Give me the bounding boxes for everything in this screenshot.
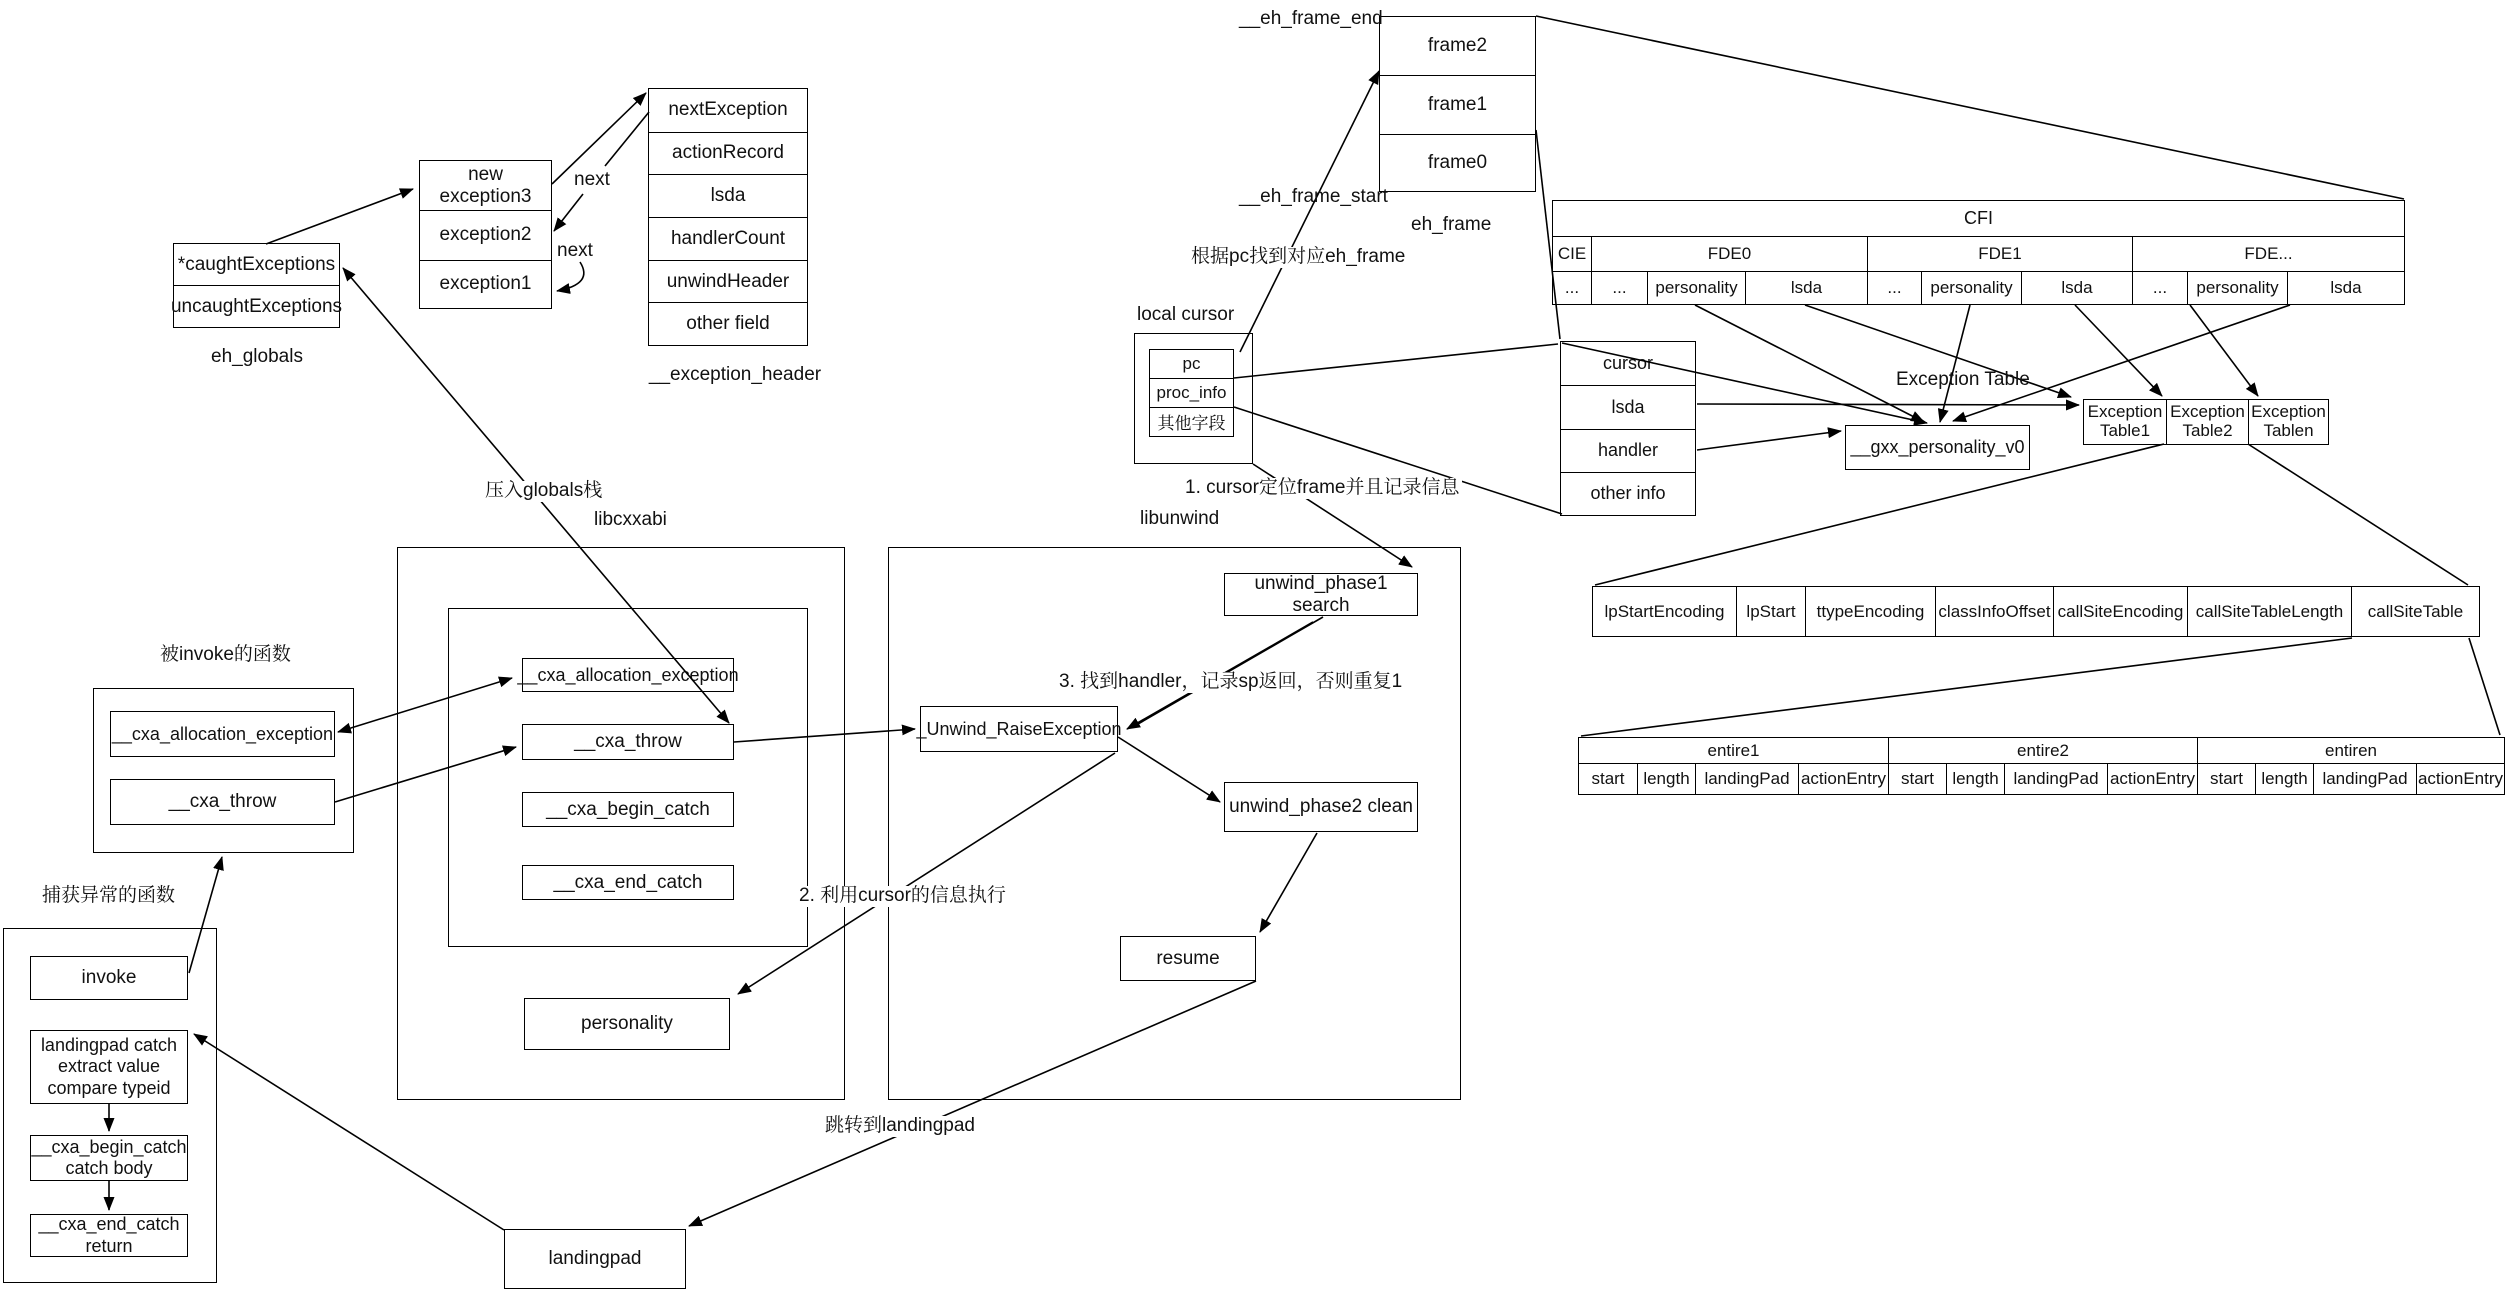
eh-frame-stack-box: [1379, 16, 1536, 192]
exception3-row: new exception3: [439, 163, 532, 207]
step3-annotation: 3. 找到handler，记录sp返回，否则重复1: [1056, 672, 1405, 693]
fde0-cell: FDE0: [1591, 237, 1867, 270]
landingpad-box: [504, 1229, 686, 1289]
libcxxabi-cxa-allocation-exception: [517, 658, 739, 692]
find-frame-annotation: 根据pc找到对应eh_frame: [1188, 247, 1408, 268]
push-globals-annotation: 压入globals栈: [482, 481, 605, 502]
unwind-raise-exception-label: _Unwind_RaiseException: [916, 718, 1122, 739]
pc-row: pc: [1182, 354, 1201, 374]
fde0-lsda-cell: lsda: [1745, 272, 1867, 304]
landingpad-catch-line1: landingpad catch: [40, 1035, 178, 1056]
entire1-actionentry-cell: actionEntry: [1798, 764, 1888, 794]
entiren-actionentry-cell: actionEntry: [2416, 764, 2504, 794]
eh-frame-label: eh_frame: [1411, 214, 1492, 235]
exception-table-label: Exception Table: [1896, 369, 2030, 390]
lpstart-encoding-cell: lpStartEncoding: [1604, 601, 1725, 621]
invoked-cxa-allocation-label: __cxa_allocation_exception: [111, 723, 334, 744]
next-exception-row: nextException: [668, 99, 788, 121]
unwind-phase1-box: [1224, 573, 1418, 616]
callsite-entries-table: [1578, 737, 2505, 795]
libunwind-label: libunwind: [1140, 508, 1220, 529]
callsite-encoding-cell: callSiteEncoding: [2053, 587, 2187, 636]
invoked-cxa-throw-label: __cxa_throw: [168, 791, 277, 812]
libcxxabi-cxa-throw-label: __cxa_throw: [574, 731, 682, 752]
unwind-raise-exception-box: [916, 706, 1122, 752]
step2-annotation: 2. 利用cursor的信息执行: [796, 886, 1009, 907]
fden-dots-cell: ...: [2132, 272, 2187, 304]
entire1-header-cell: entire1: [1707, 740, 1760, 760]
libcxxabi-label: libcxxabi: [594, 509, 667, 530]
caught-exceptions-row: *caughtExceptions: [177, 253, 336, 275]
catcher-end-catch-box: [30, 1214, 188, 1257]
resume-label: resume: [1156, 947, 1220, 969]
personality-label: personality: [581, 1013, 673, 1034]
entire2-length-cell: length: [1946, 764, 2004, 794]
proc-info-row: proc_info: [1150, 378, 1233, 406]
eh-frame-end-label: __eh_frame_end: [1239, 8, 1383, 29]
fde-n-cell: FDE...: [2132, 237, 2404, 270]
gxx-personality-box: [1845, 425, 2030, 470]
invoke-label: invoke: [81, 967, 137, 988]
exception-tablen-cell: Exception Tablen: [2248, 400, 2328, 444]
entire2-start-cell: start: [1888, 764, 1946, 794]
exception-header-label: __exception_header: [648, 364, 822, 385]
entire1-landingpad-cell: landingPad: [1695, 764, 1798, 794]
lsda-row: lsda: [649, 174, 807, 217]
catcher-begin-catch-box: [30, 1135, 188, 1181]
lsda-header-table: [1592, 586, 2480, 637]
callsite-table-cell: callSiteTable: [2351, 587, 2479, 636]
exception-table1-cell: Exception Table1: [2087, 402, 2163, 440]
eh-globals-box: [170, 243, 343, 328]
other-fields-row: 其他字段: [1150, 407, 1233, 436]
fde1-lsda-cell: lsda: [2021, 272, 2132, 304]
frame2-row: frame2: [1427, 35, 1488, 57]
exception1-row: exception1: [420, 260, 551, 308]
local-cursor-label: local cursor: [1137, 304, 1235, 325]
catcher-function-label: 捕获异常的函数: [42, 885, 176, 906]
exception-table-boxes: [2083, 399, 2329, 445]
local-cursor-box: [1149, 349, 1234, 437]
exception-header-box: [648, 88, 808, 346]
invoked-cxa-throw: [110, 779, 335, 825]
entire2-header-cell: entire2: [1888, 738, 2197, 763]
next-label-b: next: [557, 240, 593, 261]
entire2-landingpad-cell: landingPad: [2004, 764, 2107, 794]
invoked-function-label: 被invoke的函数: [160, 644, 291, 665]
entiren-landingpad-cell: landingPad: [2313, 764, 2416, 794]
unwind-phase2-label: unwind_phase2 clean: [1229, 796, 1413, 817]
libcxxabi-personality: [524, 998, 730, 1050]
exception-table2-cell: Exception Table2: [2166, 400, 2248, 444]
uncaught-exceptions-row: uncaughtExceptions: [174, 285, 339, 327]
libcxxabi-cxa-throw: [522, 724, 734, 760]
libcxxabi-cxa-begin-catch-label: __cxa_begin_catch: [546, 798, 710, 820]
libcxxabi-cxa-end-catch-label: __cxa_end_catch: [553, 871, 703, 893]
cursor-other-info-row: other info: [1561, 472, 1695, 516]
unwind-phase2-box: [1224, 782, 1418, 832]
exception2-row: exception2: [420, 210, 551, 259]
unwind-phase1-label: unwind_phase1 search: [1254, 572, 1388, 616]
gxx-personality-label: __gxx_personality_v0: [1850, 437, 2025, 457]
action-record-row: actionRecord: [649, 132, 807, 175]
cursor-row: cursor: [1602, 353, 1653, 374]
end-catch-line1: __cxa_end_catch: [38, 1214, 180, 1235]
fde1-dots-cell: ...: [1867, 272, 1921, 304]
entire1-length-cell: length: [1637, 764, 1695, 794]
begin-catch-line1: __cxa_begin_catch: [31, 1136, 187, 1157]
entiren-header-cell: entiren: [2197, 738, 2504, 763]
libcxxabi-cxa-begin-catch: [522, 792, 734, 827]
libcxxabi-cxa-allocation-label: __cxa_allocation_exception: [517, 664, 739, 685]
invoke-box: [30, 956, 188, 1000]
entiren-start-cell: start: [2197, 764, 2255, 794]
frame0-row: frame0: [1380, 134, 1535, 191]
fde0-personality-cell: personality: [1647, 272, 1745, 304]
handler-count-row: handlerCount: [649, 217, 807, 260]
cie-cell: CIE: [1557, 243, 1587, 263]
resume-box: [1120, 936, 1256, 981]
callsite-table-length-cell: callSiteTableLength: [2187, 587, 2351, 636]
landingpad-label: landingpad: [548, 1248, 642, 1269]
entire1-start-cell: start: [1591, 769, 1625, 789]
classinfo-offset-cell: classInfoOffset: [1935, 587, 2053, 636]
fden-lsda-cell: lsda: [2287, 272, 2404, 304]
fde0-dots-cell: ...: [1591, 272, 1647, 304]
entire2-actionentry-cell: actionEntry: [2107, 764, 2197, 794]
cie-dots-cell: ...: [1564, 277, 1580, 297]
fde1-personality-cell: personality: [1921, 272, 2021, 304]
fden-personality-cell: personality: [2187, 272, 2287, 304]
cursor-lsda-row: lsda: [1561, 385, 1695, 429]
libcxxabi-cxa-end-catch: [522, 865, 734, 900]
lpstart-cell: lpStart: [1736, 587, 1805, 636]
frame1-row: frame1: [1380, 75, 1535, 133]
cursor-handler-row: handler: [1561, 429, 1695, 472]
end-catch-line2: return: [85, 1235, 133, 1256]
begin-catch-line2: catch body: [65, 1158, 153, 1178]
step1-annotation: 1. cursor定位frame并且记录信息: [1182, 478, 1462, 499]
eh-globals-label: eh_globals: [211, 346, 303, 367]
cfi-title-cell: CFI: [1964, 208, 1993, 229]
landingpad-catch-line2: extract value: [57, 1056, 161, 1077]
next-label-a: next: [574, 169, 610, 190]
fde1-cell: FDE1: [1867, 237, 2132, 270]
entiren-length-cell: length: [2255, 764, 2313, 794]
exception-stack-box: [419, 160, 552, 309]
unwind-header-row: unwindHeader: [649, 260, 807, 303]
cursor-info-box: [1560, 341, 1696, 516]
cfi-table: [1552, 200, 2405, 305]
jump-landingpad-annotation: 跳转到landingpad: [822, 1116, 978, 1137]
ttype-encoding-cell: ttypeEncoding: [1805, 587, 1935, 636]
eh-frame-start-label: __eh_frame_start: [1239, 186, 1388, 207]
invoked-cxa-allocation-exception: [110, 711, 335, 757]
landingpad-catch-box: [30, 1030, 188, 1104]
landingpad-catch-line3: compare typeid: [47, 1077, 171, 1098]
other-field-row: other field: [649, 302, 807, 345]
